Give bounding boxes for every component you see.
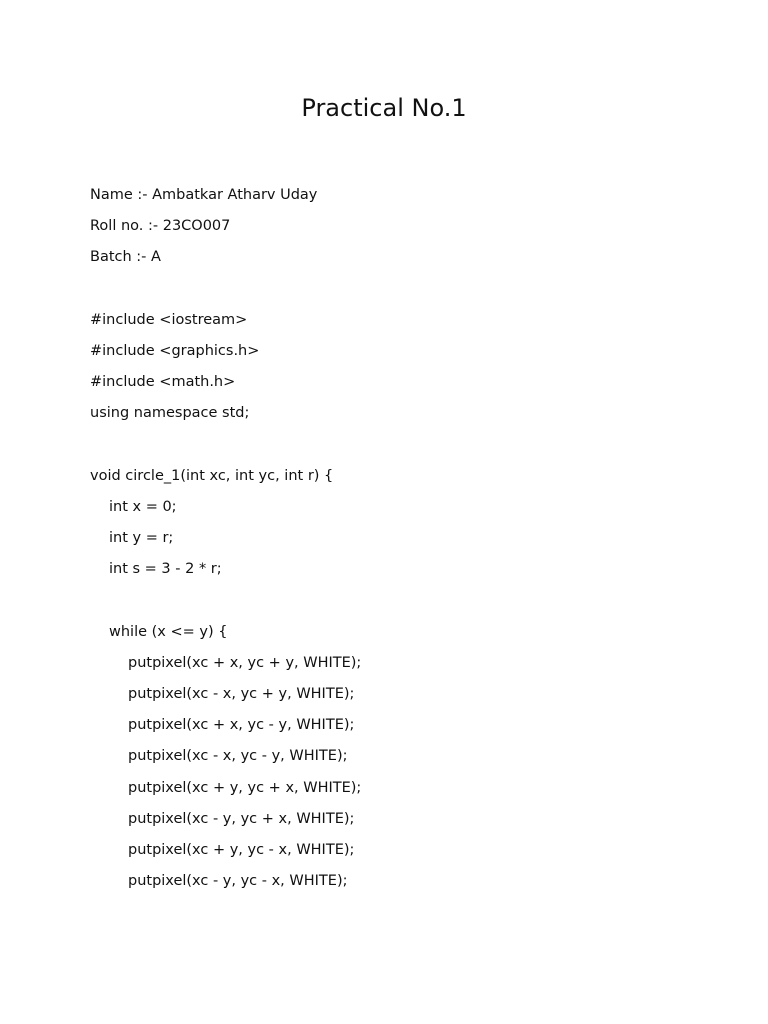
code-putpixel-line: putpixel(xc + x, yc + y, WHITE); — [128, 654, 362, 671]
document-body — [90, 180, 710, 897]
code-putpixel-line: putpixel(xc + x, yc - y, WHITE); — [128, 717, 355, 734]
spacer — [90, 430, 710, 461]
code-putpixel-line: putpixel(xc + y, yc + x, WHITE); — [128, 779, 362, 796]
student-roll-number: Roll no. :- 23CO007 — [90, 218, 231, 235]
student-batch: Batch :- A — [90, 249, 161, 266]
code-declaration-line: int x = 0; — [109, 498, 177, 515]
student-name: Name :- Ambatkar Atharv Uday — [90, 187, 318, 203]
code-include-line: #include <iostream> — [90, 311, 248, 328]
code-declaration-line: int y = r; — [109, 530, 174, 547]
code-putpixel-line: putpixel(xc - y, yc + x, WHITE); — [128, 810, 355, 827]
spacer — [90, 274, 710, 305]
page-title: Practical No.1 — [301, 94, 467, 122]
code-declaration-line: int s = 3 - 2 * r; — [109, 561, 222, 578]
code-putpixel-line: putpixel(xc - x, yc - y, WHITE); — [128, 748, 348, 765]
code-putpixel-line: putpixel(xc + y, yc - x, WHITE); — [128, 841, 355, 858]
code-putpixel-line: putpixel(xc - x, yc + y, WHITE); — [128, 686, 355, 702]
code-function-signature: void circle_1(int xc, int yc, int r) { — [90, 467, 334, 484]
code-putpixel-line: putpixel(xc - y, yc - x, WHITE); — [128, 873, 348, 890]
spacer — [90, 585, 710, 616]
code-include-line: #include <graphics.h> — [90, 342, 260, 359]
code-include-line: #include <math.h> — [90, 374, 236, 391]
code-namespace-line: using namespace std; — [90, 405, 250, 422]
code-while-line: while (x <= y) { — [109, 623, 228, 640]
